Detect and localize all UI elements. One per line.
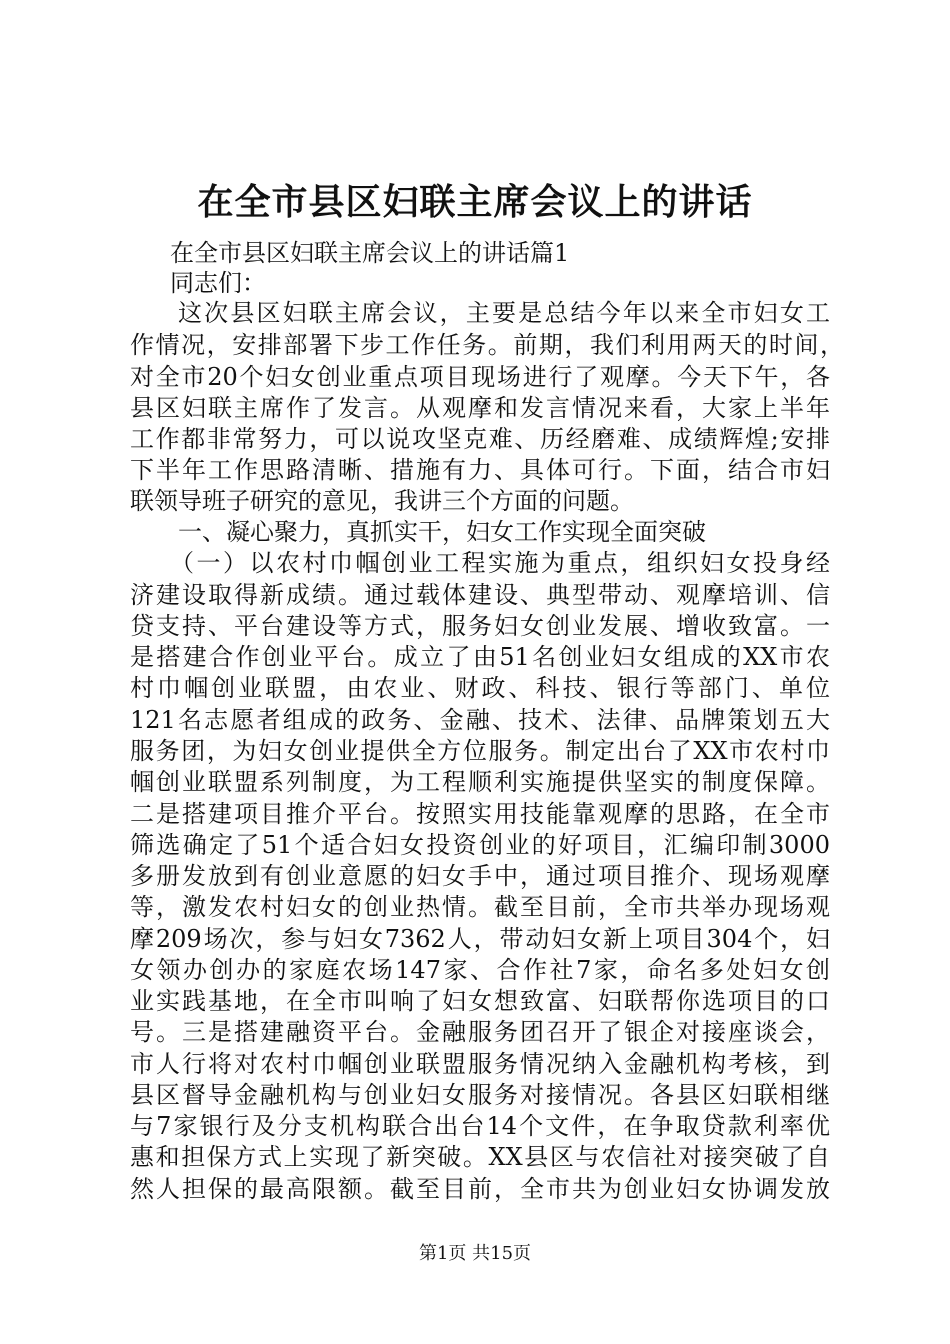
body-line: 然人担保的最高限额。截至目前，全市共为创业妇女协调发放	[130, 1175, 830, 1203]
section-heading: 一、凝心聚力，真抓实干，妇女工作实现全面突破	[178, 518, 706, 546]
body-line: 摩209场次，参与妇女7362人，带动妇女新上项目304个，妇	[130, 925, 830, 953]
body-line: 这次县区妇联主席会议，主要是总结今年以来全市妇女工	[178, 299, 830, 327]
body-line: 市人行将对农村巾帼创业联盟服务情况纳入金融机构考核，到	[130, 1050, 830, 1078]
body-line: 工作都非常努力，可以说攻坚克难、历经磨难、成绩辉煌;安排	[130, 425, 830, 453]
body-line: 县区妇联主席作了发言。从观摩和发言情况来看，大家上半年	[130, 394, 830, 422]
body-line: 121名志愿者组成的政务、金融、技术、法律、品牌策划五大	[130, 706, 830, 734]
body-line: 对全市20个妇女创业重点项目现场进行了观摩。今天下午，各	[130, 363, 830, 391]
body-line: 惠和担保方式上实现了新突破。XX县区与农信社对接突破了自	[130, 1143, 830, 1171]
salutation-line: 同志们：	[170, 269, 266, 297]
body-line: 下半年工作思路清晰、措施有力、具体可行。下面，结合市妇	[130, 456, 830, 484]
body-line: 县区督导金融机构与创业妇女服务对接情况。各县区妇联相继	[130, 1081, 830, 1109]
body-line: 作情况，安排部署下步工作任务。前期，我们利用两天的时间，	[130, 331, 844, 359]
subtitle-line: 在全市县区妇联主席会议上的讲话篇1	[170, 239, 570, 267]
body-line: 村巾帼创业联盟，由农业、财政、科技、银行等部门、单位	[130, 674, 830, 702]
body-line: 济建设取得新成绩。通过载体建设、典型带动、观摩培训、信	[130, 581, 830, 609]
page-footer: 第1页 共15页	[418, 1243, 532, 1264]
body-line: 联领导班子研究的意见，我讲三个方面的问题。	[130, 487, 634, 515]
body-line: 服务团，为妇女创业提供全方位服务。制定出台了XX市农村巾	[130, 737, 830, 765]
body-line: 女领办创办的家庭农场147家、合作社7家，命名多处妇女创	[130, 956, 830, 984]
body-line: 是搭建合作创业平台。成立了由51名创业妇女组成的XX市农	[130, 643, 830, 671]
document-title: 在全市县区妇联主席会议上的讲话	[197, 181, 753, 223]
body-line: 帼创业联盟系列制度，为工程顺利实施提供坚实的制度保障。	[130, 768, 830, 796]
body-line: 贷支持、平台建设等方式，服务妇女创业发展、增收致富。一	[130, 612, 830, 640]
body-line: （一）以农村巾帼创业工程实施为重点，组织妇女投身经	[170, 549, 830, 577]
body-line: 多册发放到有创业意愿的妇女手中，通过项目推介、现场观摩	[130, 862, 830, 890]
body-line: 筛选确定了51个适合妇女投资创业的好项目，汇编印制3000	[130, 831, 830, 859]
body-line: 业实践基地，在全市叫响了妇女想致富、妇联帮你选项目的口	[130, 987, 830, 1015]
body-line: 与7家银行及分支机构联合出台14个文件，在争取贷款利率优	[130, 1112, 830, 1140]
body-line: 二是搭建项目推介平台。按照实用技能靠观摩的思路，在全市	[130, 800, 830, 828]
body-line: 号。三是搭建融资平台。金融服务团召开了银企对接座谈会，	[130, 1018, 830, 1046]
body-line: 等，激发农村妇女的创业热情。截至目前，全市共举办现场观	[130, 893, 830, 921]
